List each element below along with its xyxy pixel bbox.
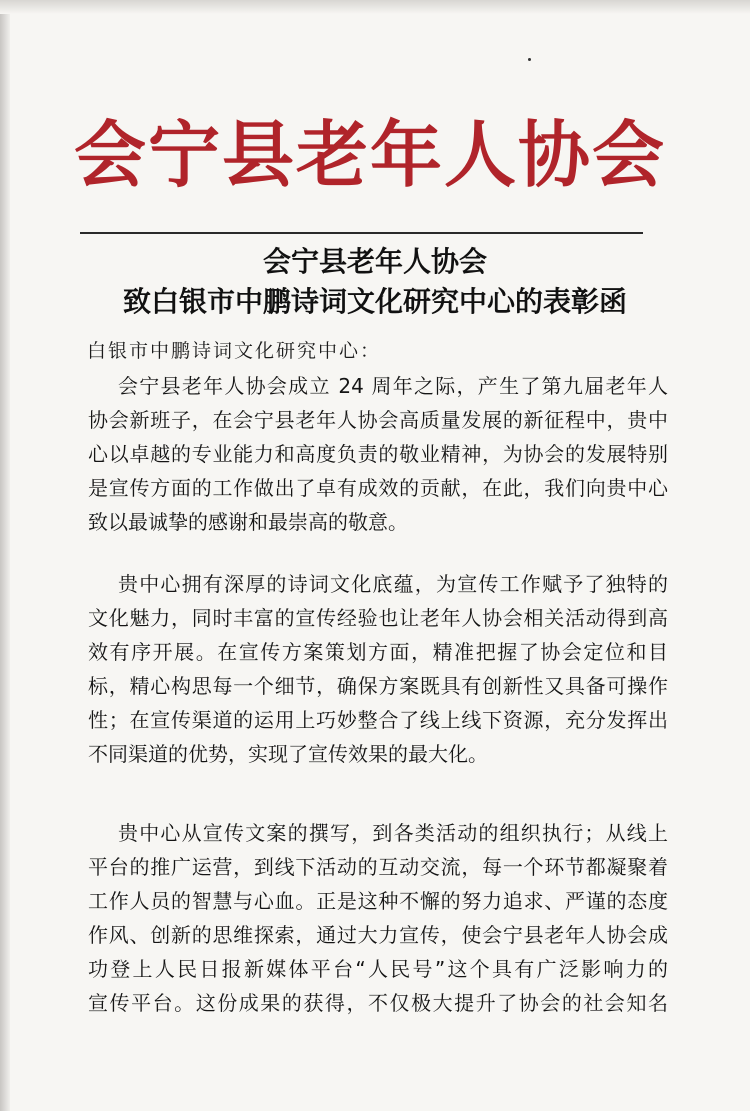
paragraph-line: 性；在宣传渠道的运用上巧妙整合了线上线下资源，充分发挥出 [88, 708, 668, 732]
paragraph-line: 协会新班子，在会宁县老年人协会高质量发展的新征程中，贵中 [88, 408, 668, 432]
paragraph-line: 功登上人民日报新媒体平台“人民号”这个具有广泛影响力的 [88, 957, 668, 981]
ink-speck [528, 58, 531, 61]
paragraph-line: 作风、创新的思维探索，通过大力宣传，使会宁县老年人协会成 [88, 923, 668, 947]
salutation: 白银市中鹏诗词文化研究中心： [87, 340, 382, 362]
page-top-shadow [0, 0, 750, 14]
letterhead-title: 会宁县老年人协会 [73, 112, 666, 197]
paragraph-line: 会宁县老年人协会成立 24 周年之际，产生了第九届老年人 [118, 374, 668, 398]
paragraph-line: 效有序开展。在宣传方案策划方面，精准把握了协会定位和目 [88, 640, 668, 664]
paragraph-2 [88, 567, 668, 771]
document-title-line-1: 会宁县老年人协会 [262, 245, 487, 278]
paragraph-line: 不同渠道的优势，实现了宣传效果的最大化。 [88, 742, 488, 766]
paragraph-line: 工作人员的智慧与心血。正是这种不懈的努力追求、严谨的态度 [88, 889, 668, 913]
paragraph-line: 心以卓越的专业能力和高度负责的敬业精神，为协会的发展特别 [88, 442, 668, 466]
paragraph-line: 贵中心从宣传文案的撰写，到各类活动的组织执行；从线上 [118, 821, 668, 845]
letterhead-rule [80, 232, 643, 234]
paragraph-3 [88, 816, 668, 1020]
paragraph-line: 是宣传方面的工作做出了卓有成效的贡献，在此，我们向贵中心 [88, 476, 668, 500]
paragraph-line: 宣传平台。这份成果的获得，不仅极大提升了协会的社会知名 [88, 991, 668, 1015]
paragraph-line: 文化魅力，同时丰富的宣传经验也让老年人协会相关活动得到高 [88, 606, 668, 630]
page-edge-shadow [0, 0, 10, 1111]
paragraph-1 [88, 369, 668, 539]
paragraph-line: 贵中心拥有深厚的诗词文化底蕴，为宣传工作赋予了独特的 [118, 572, 668, 596]
paragraph-line: 标，精心构思每一个细节，确保方案既具有创新性又具备可操作 [88, 674, 668, 698]
document-title-line-2: 致白银市中鹏诗词文化研究中心的表彰函 [122, 285, 627, 318]
paragraph-line: 致以最诚挚的感谢和最崇高的敬意。 [88, 510, 408, 534]
paragraph-line: 平台的推广运营，到线下活动的互动交流，每一个环节都凝聚着 [88, 855, 668, 879]
